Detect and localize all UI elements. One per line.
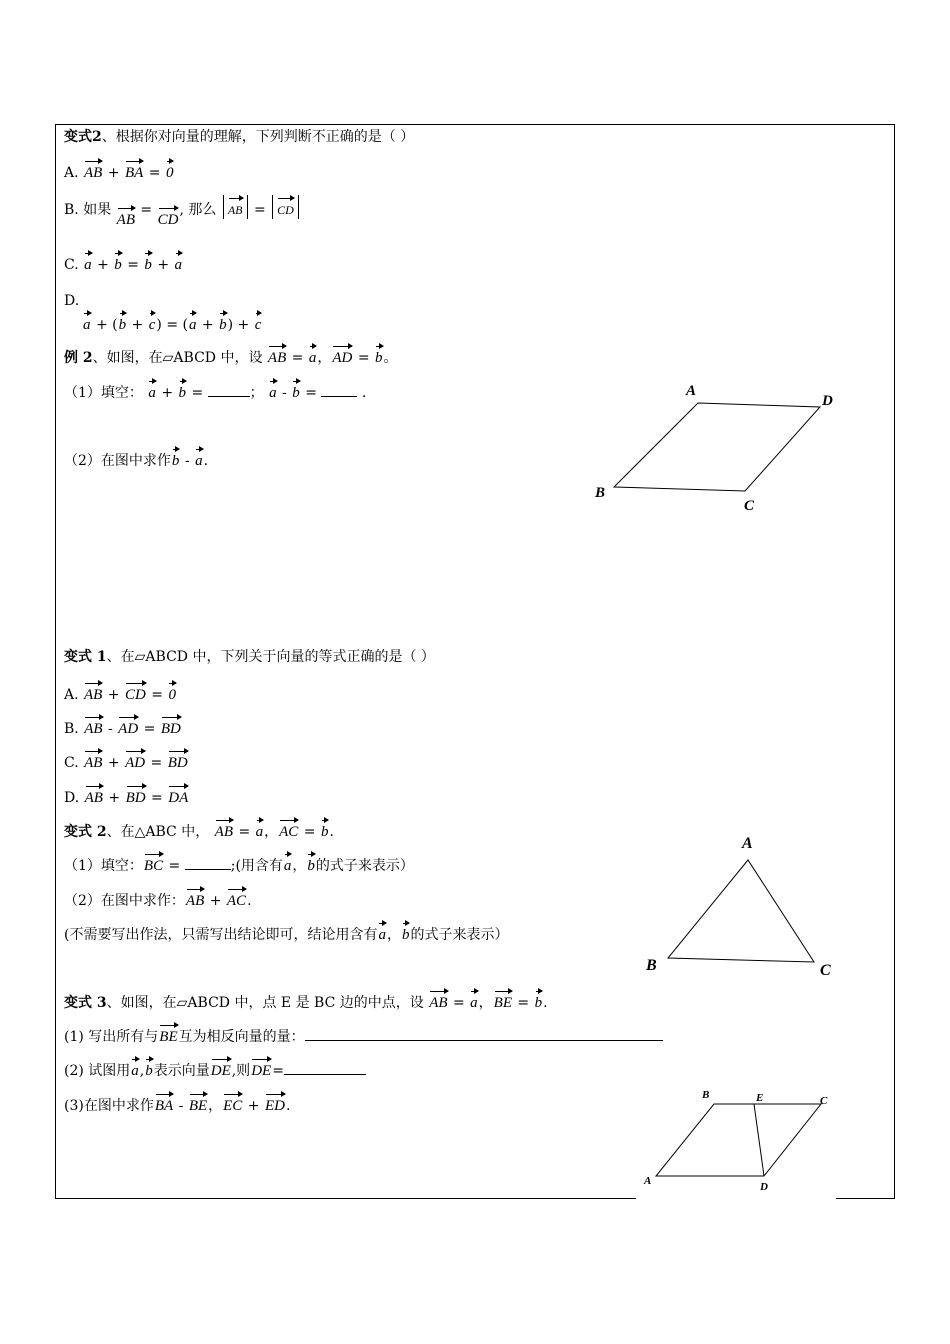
v2a-option-a: A. AB + BA = 0 [64, 158, 174, 182]
ex2-question: 例 2、如图，在▱ABCD 中，设 AB = a，AD = b。 [64, 343, 398, 367]
ex2-q2: （2）在图中求作b - a. [64, 446, 208, 470]
v3-q1: (1) 写出所有与BE互为相反向量的量： [64, 1022, 663, 1046]
label-a: A [644, 1175, 652, 1187]
label-a: A [686, 383, 697, 399]
v2b-triangle-figure [640, 828, 840, 983]
label-d: D [822, 393, 833, 409]
v2b-question: 变式 2、在△ABC 中， AB = a，AC = b. [64, 817, 334, 841]
v3-parallelogram-figure [636, 1086, 836, 1200]
v2b-note: (不需要写出作法，只需写出结论即可，结论用含有a，b的式子来表示） [64, 920, 508, 944]
v3-question: 变式 3、如图，在▱ABCD 中，点 E 是 BC 边的中点，设 AB = a，BE = b. [64, 988, 548, 1012]
label-d: D [760, 1181, 768, 1193]
v2a-option-b: B. 如果 AB = CD, 那么 AB = CD [64, 195, 301, 219]
ex2-q1: （1）填空： a + b = ； a - b = . [64, 378, 366, 402]
ex2-parallelogram-figure [590, 375, 850, 515]
label-b: B [595, 485, 606, 501]
v3-q3: (3)在图中求作BA - BE，EC + ED. [64, 1091, 290, 1115]
v1-option-a: A. AB + CD = 0 [64, 680, 177, 704]
label-b: B [702, 1089, 710, 1101]
v2b-q1: （1）填空：BC = ;(用含有a，b的式子来表示） [64, 851, 414, 875]
v2a-option-d: D. a + (b + c) = (a + b) + c [64, 293, 262, 333]
v1-option-d: D. AB + BD = DA [64, 783, 189, 807]
v1-option-b: B. AB - AD = BD [64, 714, 182, 738]
v2a-title: 变式2 [64, 129, 102, 145]
label-c: C [744, 498, 755, 514]
label-c: C [820, 1095, 828, 1107]
label-b: B [646, 957, 657, 974]
v2b-q2: （2）在图中求作：AB + AC. [64, 886, 252, 910]
v1-question: 变式 1、在▱ABCD 中，下列关于向量的等式正确的是（ ） [64, 649, 435, 665]
v3-q2: (2) 试图用a,b表示向量DE,则DE= [64, 1056, 366, 1080]
label-a: A [742, 835, 753, 852]
v2a-option-c: C. a + b = b + a [64, 250, 183, 274]
label-e: E [756, 1092, 764, 1104]
label-c: C [820, 962, 831, 979]
v2a-question: 变式2、根据你对向量的理解，下列判断不正确的是（ ） [64, 129, 415, 145]
v1-option-c: C. AB + AD = BD [64, 748, 189, 772]
